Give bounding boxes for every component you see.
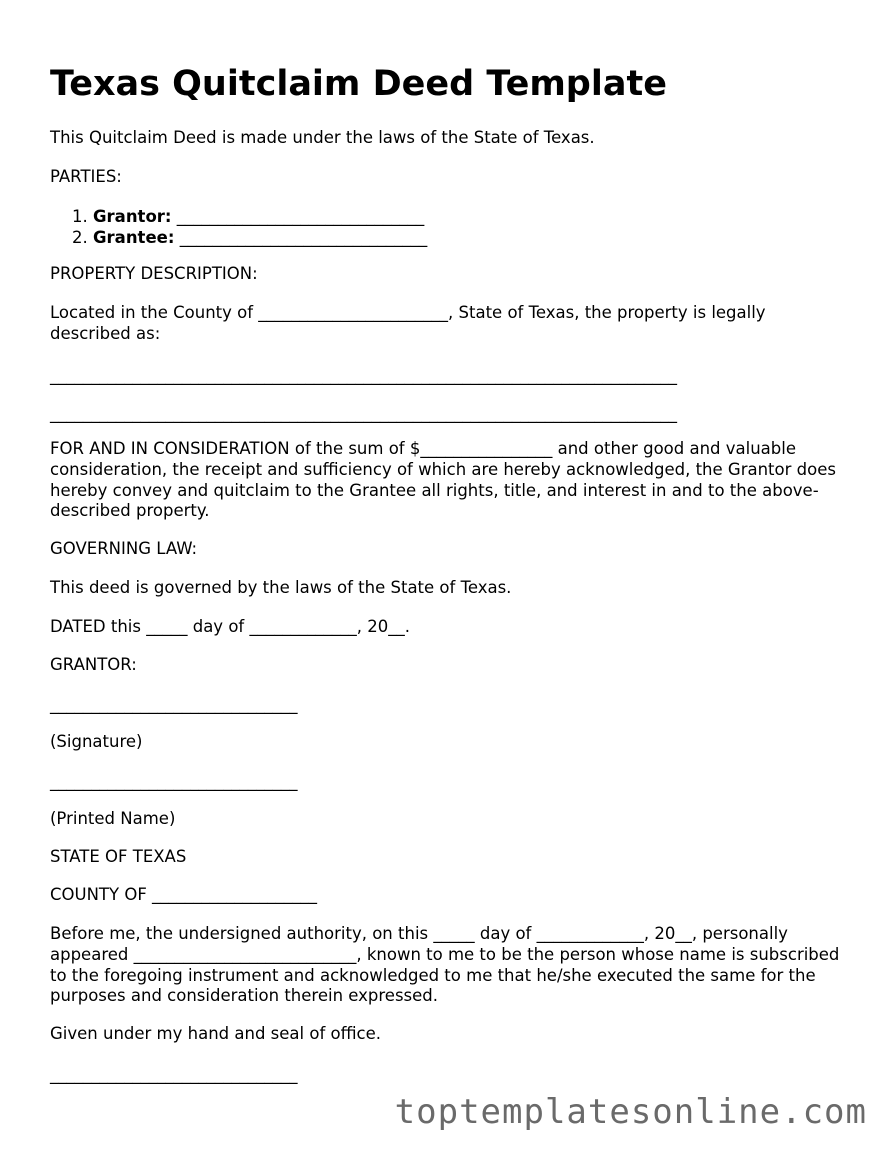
description-line: ____________________________________________________________________________ bbox=[50, 404, 677, 423]
party-blank: ______________________________ bbox=[176, 207, 425, 226]
parties-heading: PARTIES: bbox=[50, 167, 122, 186]
grantor-heading: GRANTOR: bbox=[50, 655, 137, 674]
signature-label: (Signature) bbox=[50, 732, 143, 751]
notary-signature-line: ______________________________ bbox=[50, 1065, 298, 1084]
party-grantor bbox=[93, 206, 427, 227]
party-grantee bbox=[93, 227, 427, 248]
printed-name-line: ______________________________ bbox=[50, 772, 298, 791]
watermark: toptemplatesonline.com bbox=[394, 1092, 867, 1132]
property-paragraph: Located in the County of _______________________, State of Texas, the property is legally described as: bbox=[50, 303, 766, 343]
parties-list bbox=[50, 206, 427, 248]
document-title: Texas Quitclaim Deed Template bbox=[50, 64, 667, 104]
notary-paragraph: Before me, the undersigned authority, on this _____ day of _____________, 20__, personally appeared ___________________________, known to me to be the person whose name is subscribed to the foregoing instrument and acknowledged to me that he/she executed the same for the purposes and consideration therein expressed. bbox=[50, 924, 840, 1006]
governing-heading: GOVERNING LAW: bbox=[50, 539, 198, 558]
seal-paragraph: Given under my hand and seal of office. bbox=[50, 1024, 382, 1043]
consideration-paragraph: FOR AND IN CONSIDERATION of the sum of $________________ and other good and valuable consideration, the receipt and sufficiency of which are hereby acknowledged, the Grantor does hereby convey and quitclaim to the Grantee all rights, title, and interest in and to the above-described property. bbox=[50, 439, 836, 521]
printed-name-label: (Printed Name) bbox=[50, 809, 176, 828]
governing-paragraph: This deed is governed by the laws of the State of Texas. bbox=[50, 578, 512, 597]
intro-paragraph: This Quitclaim Deed is made under the laws of the State of Texas. bbox=[50, 128, 595, 147]
signature-line: ______________________________ bbox=[50, 695, 298, 714]
party-blank: ______________________________ bbox=[179, 228, 428, 247]
state-line: STATE OF TEXAS bbox=[50, 847, 187, 866]
property-heading: PROPERTY DESCRIPTION: bbox=[50, 264, 258, 283]
party-label: Grantee: bbox=[93, 228, 175, 247]
county-line: COUNTY OF ____________________ bbox=[50, 885, 318, 904]
party-label: Grantor: bbox=[93, 207, 172, 226]
description-line: ____________________________________________________________________________ bbox=[50, 366, 677, 385]
dated-line: DATED this _____ day of _____________, 20__. bbox=[50, 617, 410, 636]
